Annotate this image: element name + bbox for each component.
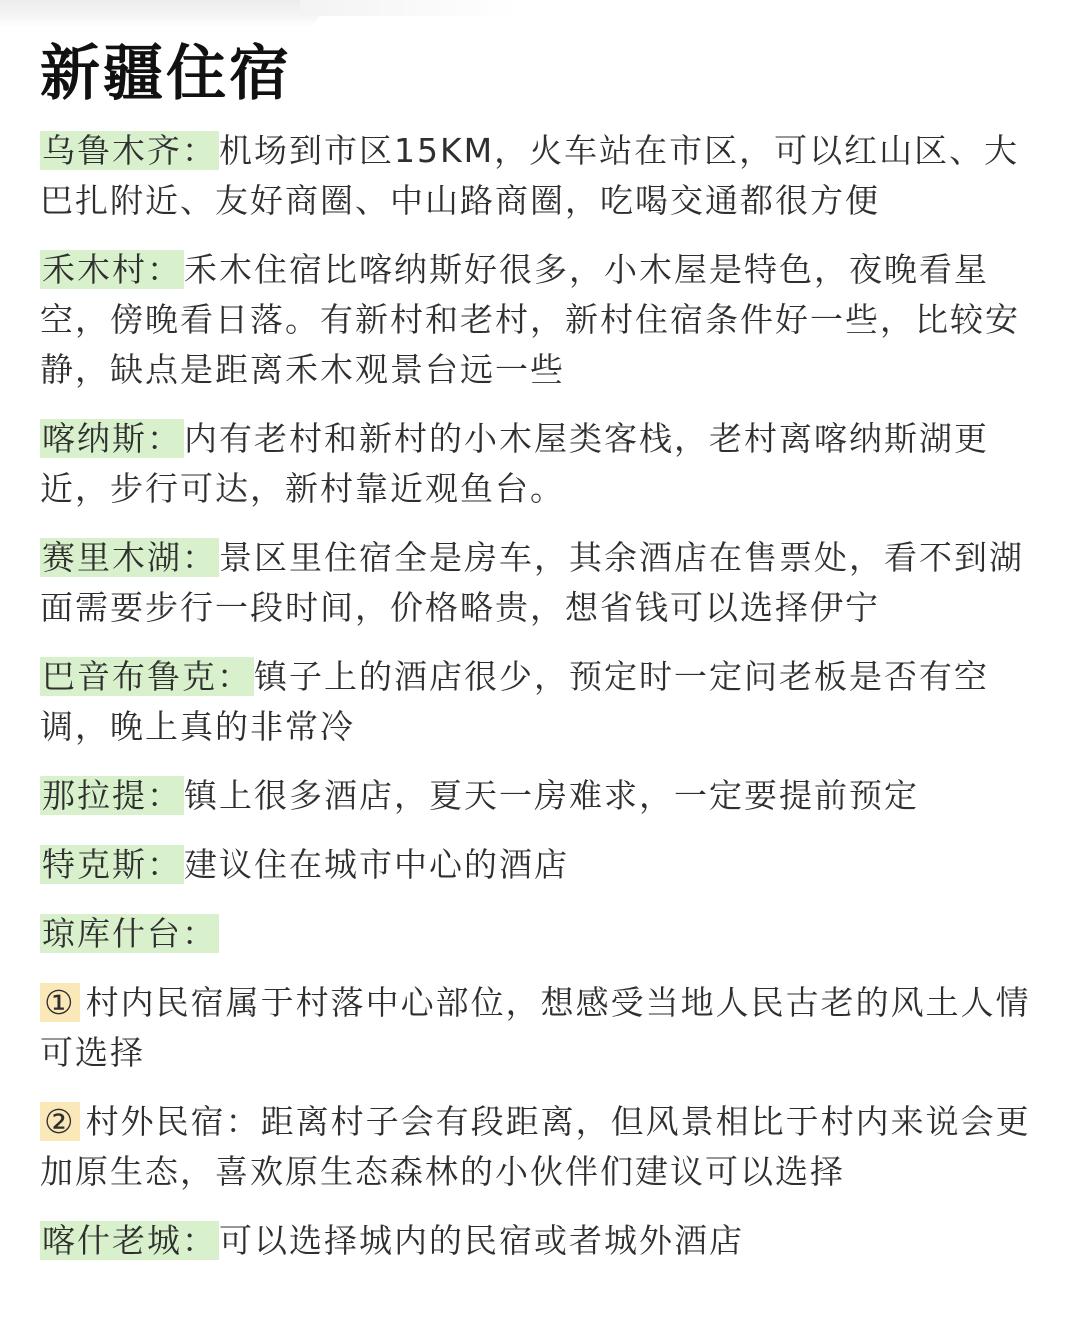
entry-label: 乌鲁木齐：	[42, 131, 217, 170]
entry-text: 机场到市区15KM，火车站在市区，可以红山区、大巴扎附近、友好商圈、中山路商圈，吃喝交通都很方便	[40, 131, 1020, 220]
content-body	[40, 126, 1040, 1285]
entry-text: 镇上很多酒店，夏天一房难求，一定要提前预定	[184, 776, 919, 815]
entry-urumqi	[40, 126, 1040, 226]
entry-text: 景区里住宿全是房车，其余酒店在售票处，看不到湖面需要步行一段时间，价格略贵，想省钱可以选择伊宁	[40, 538, 1024, 627]
entry-nalati	[40, 771, 1040, 821]
entry-kanas	[40, 414, 1040, 514]
sub-item-text: 村外民宿：距离村子会有段距离，但风景相比于村内来说会更加原生态，喜欢原生态森林的小伙伴们建议可以选择	[40, 1102, 1031, 1191]
entry-bayinbuluke	[40, 652, 1040, 752]
circled-number-1: ①	[40, 983, 80, 1022]
entry-label: 赛里木湖：	[42, 538, 217, 577]
entry-tekes	[40, 840, 1040, 890]
entry-kashgar-old-city	[40, 1216, 1040, 1266]
entry-label: 喀什老城：	[42, 1221, 217, 1260]
entry-hemu	[40, 245, 1040, 395]
entry-text: 可以选择城内的民宿或者城外酒店	[219, 1221, 744, 1260]
entry-text: 建议住在城市中心的酒店	[184, 845, 569, 884]
entry-sayram-lake	[40, 533, 1040, 633]
entry-text: 内有老村和新村的小木屋类客栈，老村离喀纳斯湖更近，步行可达，新村靠近观鱼台。	[40, 419, 989, 508]
entry-qiongkushitai	[40, 909, 1040, 959]
sub-item-1	[40, 978, 1040, 1078]
entry-label: 琼库什台：	[42, 914, 217, 953]
top-edge-shadow-2	[300, 0, 520, 16]
entry-label: 巴音布鲁克：	[42, 657, 252, 696]
entry-text: 镇子上的酒店很少，预定时一定问老板是否有空调，晚上真的非常冷	[40, 657, 989, 746]
entry-label: 喀纳斯：	[42, 419, 182, 458]
entry-label: 那拉提：	[42, 776, 182, 815]
sub-item-text: 村内民宿属于村落中心部位，想感受当地人民古老的风土人情可选择	[40, 983, 1031, 1072]
entry-label: 特克斯：	[42, 845, 182, 884]
circled-number-2: ②	[40, 1102, 80, 1141]
page-title: 新疆住宿	[40, 39, 292, 109]
entry-label: 禾木村：	[42, 250, 182, 289]
sub-item-2	[40, 1097, 1040, 1197]
top-edge-shadow	[0, 0, 320, 28]
entry-text: 禾木住宿比喀纳斯好很多，小木屋是特色，夜晚看星空，傍晚看日落。有新村和老村，新村住宿条件好一些，比较安静，缺点是距离禾木观景台远一些	[40, 250, 1020, 389]
